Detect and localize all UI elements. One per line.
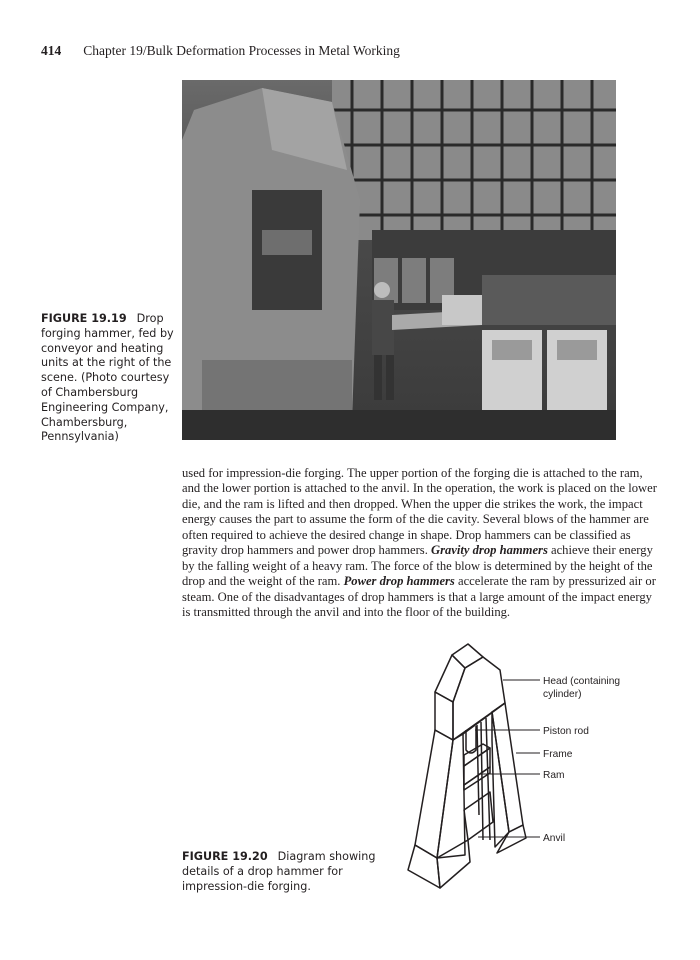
text-line — [182, 496, 643, 512]
text-line — [182, 481, 657, 496]
figure-label: FIGURE 19.20 — [182, 850, 268, 863]
label-piston-rod: Piston rod — [543, 726, 589, 737]
text-segment: gravity drop hammers and power drop hammers. — [182, 543, 432, 558]
drop-hammer-diagram — [380, 640, 650, 900]
label-head: Head (containing — [543, 676, 621, 687]
figure-19-19-caption — [41, 312, 176, 445]
drop-forging-hammer-photo — [182, 80, 616, 440]
key-term: Gravity drop hammers — [431, 543, 548, 558]
text-segment: achieve their energy — [547, 543, 653, 558]
text-segment: drop and the weight of the ram. — [182, 574, 344, 589]
text-segment: often required to achieve the desired change in shape. Drop hammers can be classified as — [182, 527, 631, 542]
text-segment: by the falling weight of a heavy ram. The force of the blow is determined by the height of the — [182, 558, 653, 573]
text-line — [182, 512, 649, 527]
figure-label: FIGURE 19.19 — [41, 312, 127, 325]
text-line — [182, 466, 643, 481]
running-head — [41, 43, 400, 59]
text-line — [182, 589, 652, 605]
label-head-cont: cylinder) — [543, 689, 582, 700]
text-line — [182, 543, 653, 558]
key-term: Power drop hammers — [343, 574, 455, 589]
text-line — [182, 574, 656, 589]
text-segment: energy causes the part to assume the form of the die cavity. Several blows of the hammer are — [182, 512, 649, 527]
text-line — [182, 558, 653, 574]
text-segment: and the lower portion is attached to the anvil. In the operation, the work is placed on the lower — [182, 481, 657, 496]
text-segment: accelerate the ram by pressurized air or — [454, 574, 656, 589]
figure-19-20-caption — [182, 850, 392, 894]
label-anvil: Anvil — [543, 833, 566, 844]
chapter-title: Chapter 19/Bulk Deformation Processes in Metal Working — [83, 43, 400, 58]
drop-hammer-drawing — [408, 644, 526, 888]
body-paragraph — [182, 466, 657, 620]
leader-lines — [475, 680, 540, 837]
caption-text: Diagram showing details of a drop hammer for impression-die forging. — [182, 850, 376, 893]
text-segment: die, and the ram is lifted and then dropped. When the upper die strikes the work, the impact — [182, 496, 643, 511]
text-line — [182, 605, 616, 620]
text-segment: is transmitted through the anvil and into the floor of the building. — [182, 604, 511, 619]
page-number: 414 — [41, 43, 62, 58]
label-frame: Frame — [543, 749, 573, 760]
label-ram: Ram — [543, 770, 565, 781]
text-segment: steam. One of the disadvantages of drop hammers is that a large amount of the impact energy — [182, 589, 652, 604]
caption-text: Drop forging hammer, fed by conveyor and heating units at the right of the scene. (Photo courtesy of Chambersburg Engineering Company, Chambersburg, Pennsylvania) — [41, 312, 174, 444]
text-line — [182, 527, 631, 543]
text-segment: used for impression-die forging. The upper portion of the forging die is attached to the ram, — [182, 466, 643, 480]
